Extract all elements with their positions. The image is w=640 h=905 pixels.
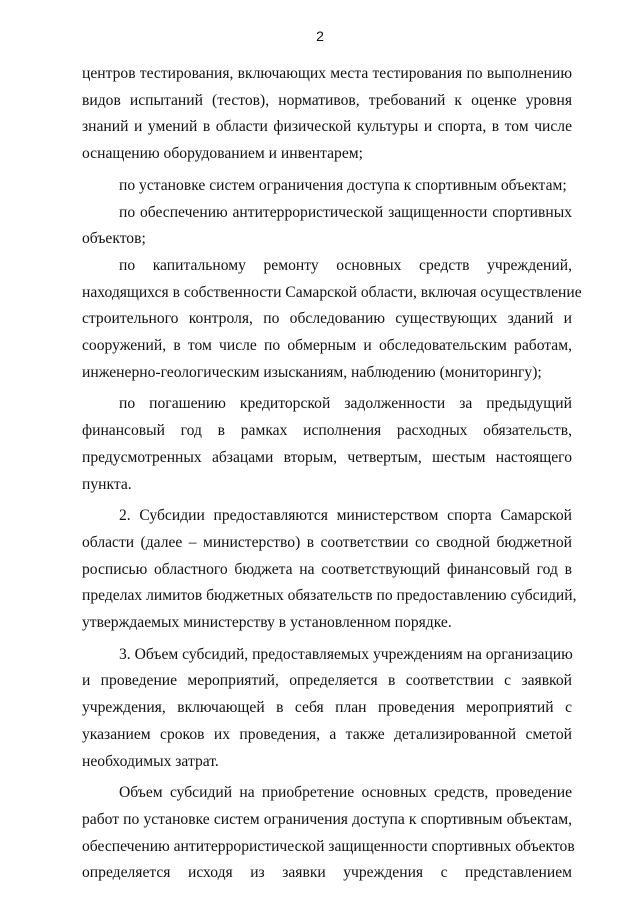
text-line: по погашению кредиторской задолженности за предыдущий bbox=[119, 395, 572, 413]
text-line: сооружений, в том числе по обмерным и обследовательским работам, bbox=[82, 337, 572, 355]
text-line: находящихся в собственности Самарской области, включая осуществление bbox=[82, 283, 582, 301]
paragraph bbox=[82, 642, 572, 776]
text-line: объектов; bbox=[82, 230, 146, 248]
text-line: и проведение мероприятий, определяется в соответствии с заявкой bbox=[82, 672, 572, 690]
paragraph bbox=[82, 780, 575, 887]
text-line: по обеспечению антитеррористической защищенности спортивных bbox=[119, 203, 572, 221]
text-line: центров тестирования, включающих места тестирования по выполнению bbox=[82, 65, 572, 82]
paragraph bbox=[82, 253, 582, 387]
page-number: 2 bbox=[316, 28, 324, 44]
text-line: видов испытаний (тестов), нормативов, требований к оценке уровня bbox=[82, 91, 572, 109]
text-line: определяется исходя из заявки учреждения с представлением bbox=[82, 864, 572, 882]
text-line: по установке систем ограничения доступа к спортивным объектам; bbox=[119, 176, 567, 194]
text-line: пределах лимитов бюджетных обязательств по предоставлению субсидий, bbox=[82, 587, 577, 605]
text-line: необходимых затрат. bbox=[82, 752, 219, 770]
text-line: 3. Объем субсидий, предоставляемых учреждениям на организацию bbox=[119, 645, 573, 663]
text-line: финансовый год в рамках исполнения расходных обязательств, bbox=[82, 422, 572, 440]
paragraph bbox=[82, 391, 572, 498]
paragraph bbox=[82, 200, 572, 253]
text-line: пункта. bbox=[82, 475, 132, 493]
text-line: утверждаемых министерству в установленном порядке. bbox=[82, 614, 452, 632]
text-line: указанием сроков их проведения, а также детализированной сметой bbox=[82, 725, 572, 743]
text-line: обеспечению антитеррористической защищенности спортивных объектов bbox=[82, 837, 575, 855]
text-line: Объем субсидий на приобретение основных средств, проведение bbox=[119, 784, 572, 802]
paragraph bbox=[82, 503, 577, 637]
text-line: оснащению оборудованием и инвентарем; bbox=[82, 145, 363, 163]
text-line: учреждения, включающей в себя план проведения мероприятий с bbox=[82, 699, 572, 717]
text-line: по капитальному ремонту основных средств учреждений, bbox=[119, 256, 572, 274]
text-line: инженерно-геологическим изысканиям, наблюдению (мониторингу); bbox=[82, 363, 542, 381]
paragraph bbox=[82, 173, 572, 200]
text-line: работ по установке систем ограничения доступа к спортивным объектам, bbox=[82, 810, 572, 828]
text-line: предусмотренных абзацами вторым, четвертым, шестым настоящего bbox=[82, 448, 572, 466]
text-line: знаний и умений в области физической культуры и спорта, в том числе bbox=[82, 118, 572, 136]
text-line: области (далее – министерство) в соответствии со сводной бюджетной bbox=[82, 533, 572, 551]
paragraph bbox=[82, 61, 572, 168]
document-body bbox=[82, 61, 582, 887]
text-line: 2. Субсидии предоставляются министерством спорта Самарской bbox=[119, 507, 572, 525]
text-line: строительного контроля, по обследованию существующих зданий и bbox=[82, 310, 572, 328]
text-line: росписью областного бюджета на соответствующий финансовый год в bbox=[82, 560, 572, 578]
